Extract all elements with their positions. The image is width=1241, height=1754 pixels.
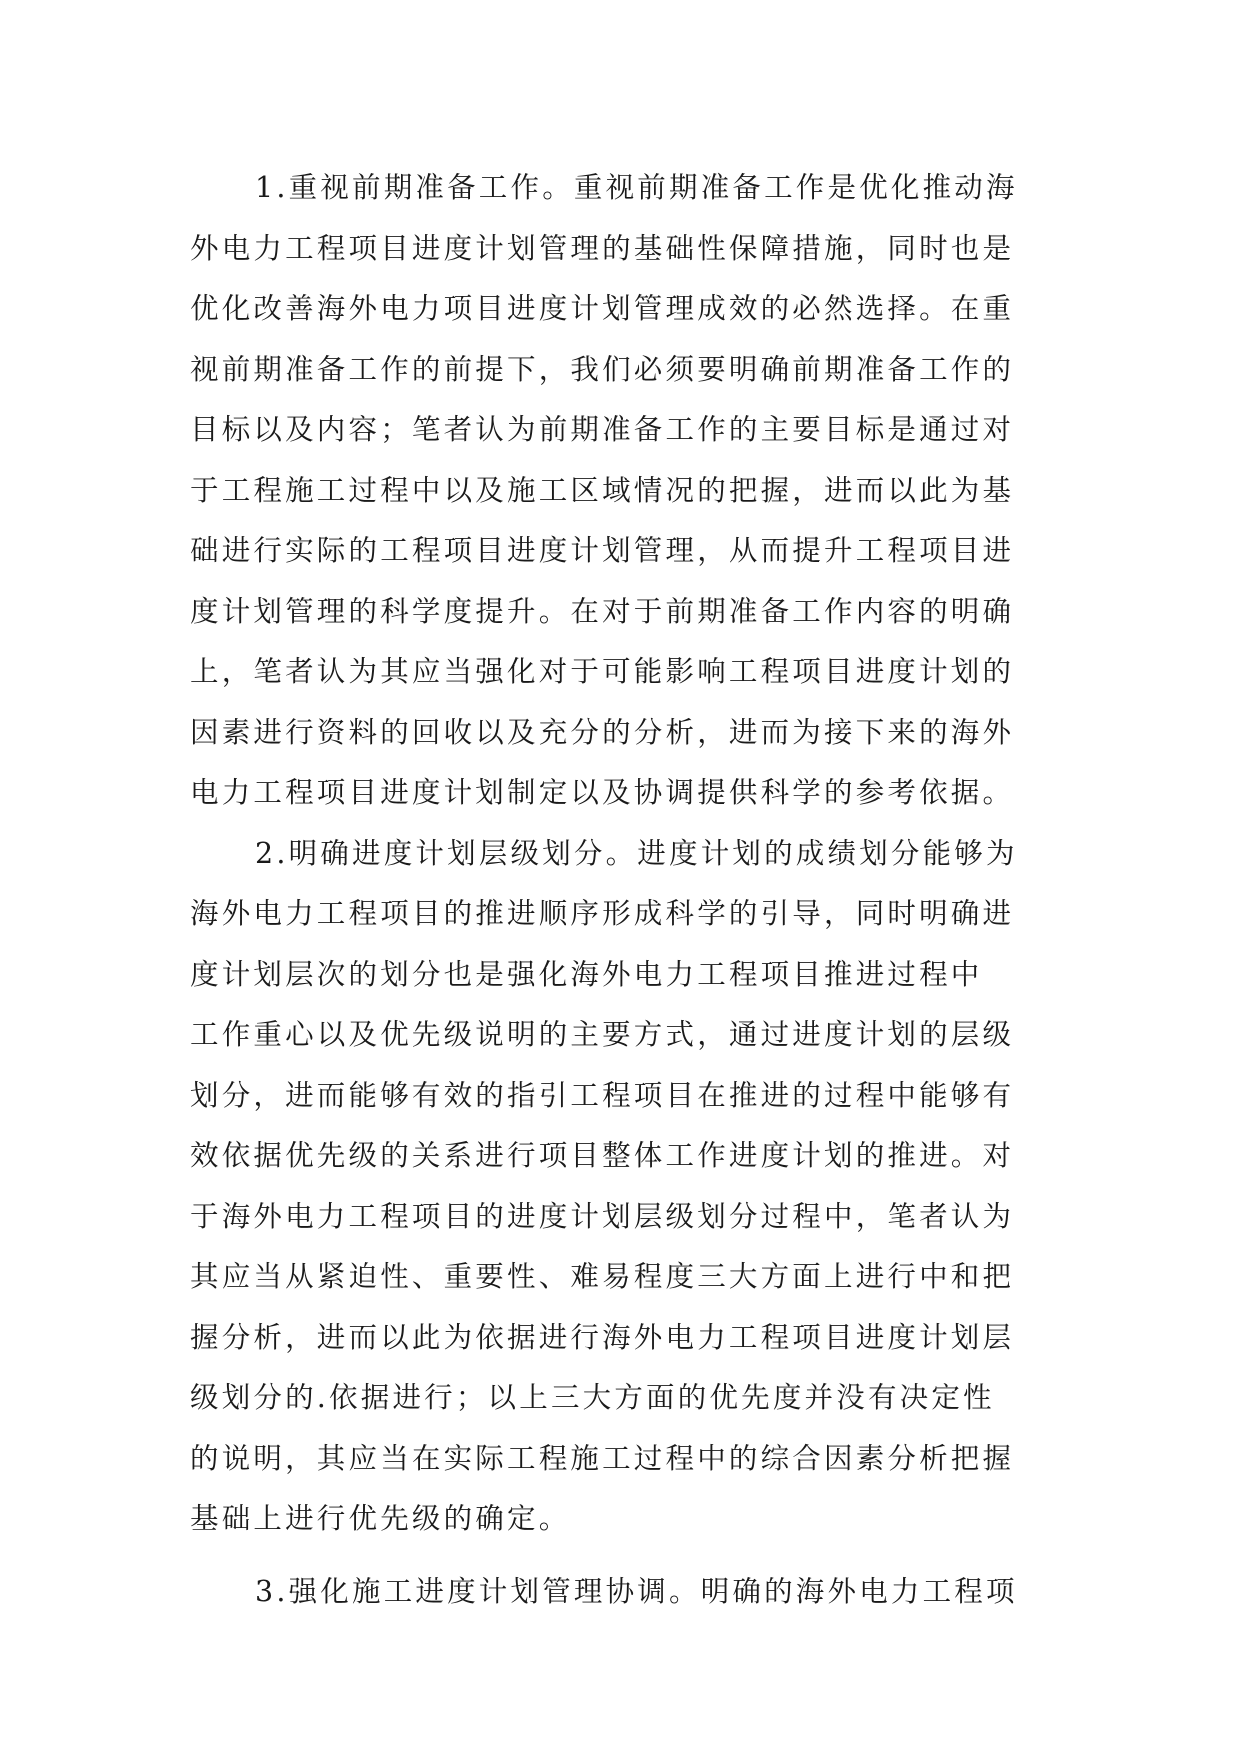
text-line: 视前期准备工作的前提下，我们必须要明确前期准备工作的 xyxy=(190,352,1015,386)
text-line: 度计划管理的科学度提升。在对于前期准备工作内容的明确 xyxy=(190,594,1015,628)
text-line: 外电力工程项目进度计划管理的基础性保障措施，同时也是 xyxy=(190,231,1015,265)
text-line: 效依据优先级的关系进行项目整体工作进度计划的推进。对 xyxy=(190,1139,1015,1172)
text-line: 优化改善海外电力项目进度计划管理成效的必然选择。在重 xyxy=(190,292,1015,325)
text-line: 度计划层次的划分也是强化海外电力工程项目推进过程中 xyxy=(190,957,983,991)
text-line: 1.重视前期准备工作。重视前期准备工作是优化推动海 xyxy=(255,171,1018,204)
text-line: 基础上进行优先级的确定。 xyxy=(190,1502,571,1535)
text-line: 目标以及内容；笔者认为前期准备工作的主要目标是通过对 xyxy=(190,413,1015,446)
text-line: 工作重心以及优先级说明的主要方式，通过进度计划的层级 xyxy=(190,1018,1015,1051)
paragraph-1 xyxy=(190,158,1050,824)
text-line: 握分析，进而以此为依据进行海外电力工程项目进度计划层 xyxy=(190,1320,1015,1354)
text-line: 上，笔者认为其应当强化对于可能影响工程项目进度计划的 xyxy=(190,655,1015,688)
paragraph-3 xyxy=(190,1562,1050,1623)
text-line: 海外电力工程项目的推进顺序形成科学的引导，同时明确进 xyxy=(190,897,1015,930)
text-line: 础进行实际的工程项目进度计划管理，从而提升工程项目进 xyxy=(190,534,1015,567)
text-line: 电力工程项目进度计划制定以及协调提供科学的参考依据。 xyxy=(190,776,1015,809)
text-line: 划分，进而能够有效的指引工程项目在推进的过程中能够有 xyxy=(190,1078,1015,1112)
document-body xyxy=(190,158,1050,1622)
text-line: 因素进行资料的回收以及充分的分析，进而为接下来的海外 xyxy=(190,715,1015,749)
text-line: 其应当从紧迫性、重要性、难易程度三大方面上进行中和把 xyxy=(190,1260,1015,1293)
text-line: 于海外电力工程项目的进度计划层级划分过程中，笔者认为 xyxy=(190,1199,1015,1233)
text-line: 3.强化施工进度计划管理协调。明确的海外电力工程项 xyxy=(255,1574,1018,1608)
text-line: 级划分的.依据进行；以上三大方面的优先度并没有决定性 xyxy=(190,1381,995,1414)
paragraph-2 xyxy=(190,824,1050,1550)
paragraph-spacer xyxy=(190,1550,1050,1562)
text-line: 的说明，其应当在实际工程施工过程中的综合因素分析把握 xyxy=(190,1441,1015,1475)
text-line: 于工程施工过程中以及施工区域情况的把握，进而以此为基 xyxy=(190,473,1015,507)
text-line: 2.明确进度计划层级划分。进度计划的成绩划分能够为 xyxy=(255,836,1018,870)
